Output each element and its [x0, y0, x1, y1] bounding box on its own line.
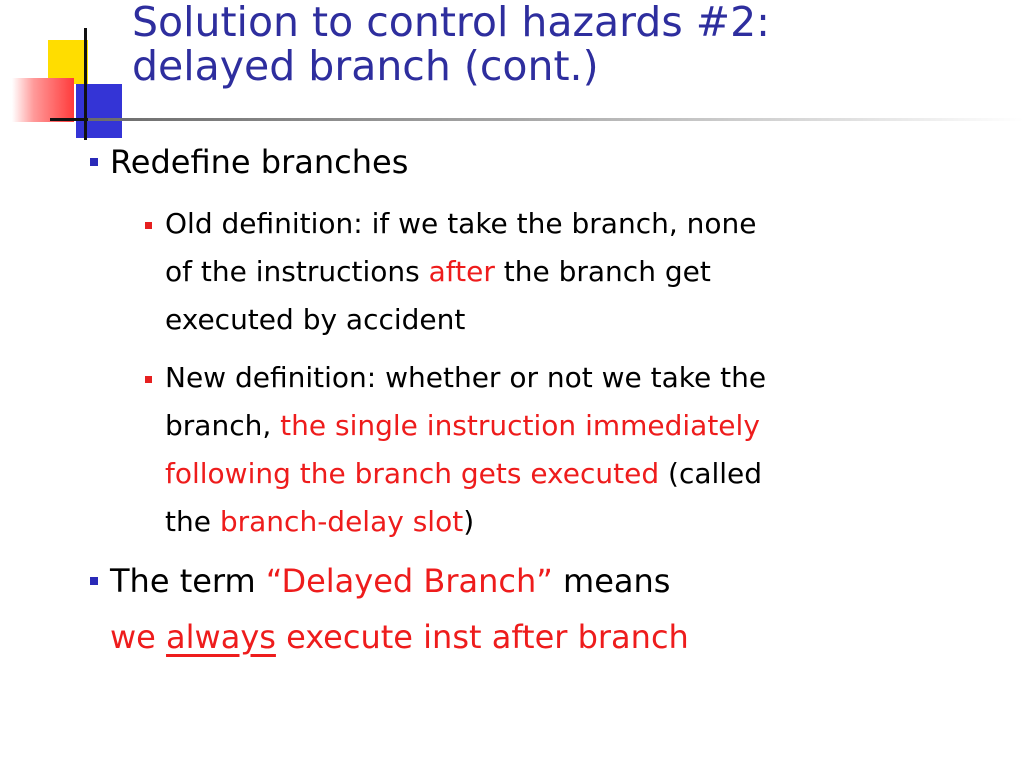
emphasis-after: after: [428, 255, 495, 288]
text-run: The term: [110, 562, 266, 600]
bullet-delayed-branch-term: [110, 557, 670, 605]
emphasis-single-instruction: the single instruction immediately: [280, 409, 760, 442]
emphasis-branch-delay-slot: branch-delay slot: [219, 505, 464, 538]
text-run: branch,: [165, 409, 281, 442]
red-square-bullet-icon: [145, 222, 152, 229]
emphasis-following-branch: following the branch gets executed: [165, 457, 660, 490]
bullet-text: Redefine branches: [110, 143, 409, 181]
text-run: ): [463, 505, 475, 538]
slide-title-line-2: delayed branch (cont.): [132, 42, 599, 90]
sub-bullet-line: [165, 402, 965, 450]
text-run: means: [552, 562, 671, 600]
text-run: we: [110, 618, 167, 656]
sub-bullet-line: Old definition: if we take the branch, none: [165, 207, 757, 240]
sub-bullet-line: [165, 498, 965, 546]
text-run: execute inst after branch: [275, 618, 689, 656]
sub-bullet-line: executed by accident: [165, 303, 466, 336]
bullet-redefine-branches: [110, 138, 408, 186]
emphasis-always-underlined: always: [166, 618, 276, 656]
text-run: the branch get: [494, 255, 711, 288]
sub-bullet-line: New definition: whether or not we take the: [165, 361, 767, 394]
blue-square-bullet-icon: [90, 577, 98, 585]
slide-title-line-1: Solution to control hazards #2:: [132, 0, 770, 46]
sub-bullet-new-definition: [165, 354, 965, 546]
text-run: of the instructions: [165, 255, 429, 288]
red-square-bullet-icon: [145, 376, 152, 383]
emphasis-delayed-branch: “Delayed Branch”: [265, 562, 553, 600]
sub-bullet-old-definition: [165, 200, 965, 344]
sub-bullet-line: [165, 450, 965, 498]
text-run: (called: [659, 457, 763, 490]
blue-square-bullet-icon: [90, 158, 98, 166]
bullet-delayed-branch-continuation: [110, 613, 689, 661]
text-run: the: [165, 505, 220, 538]
sub-bullet-line: [165, 248, 965, 296]
